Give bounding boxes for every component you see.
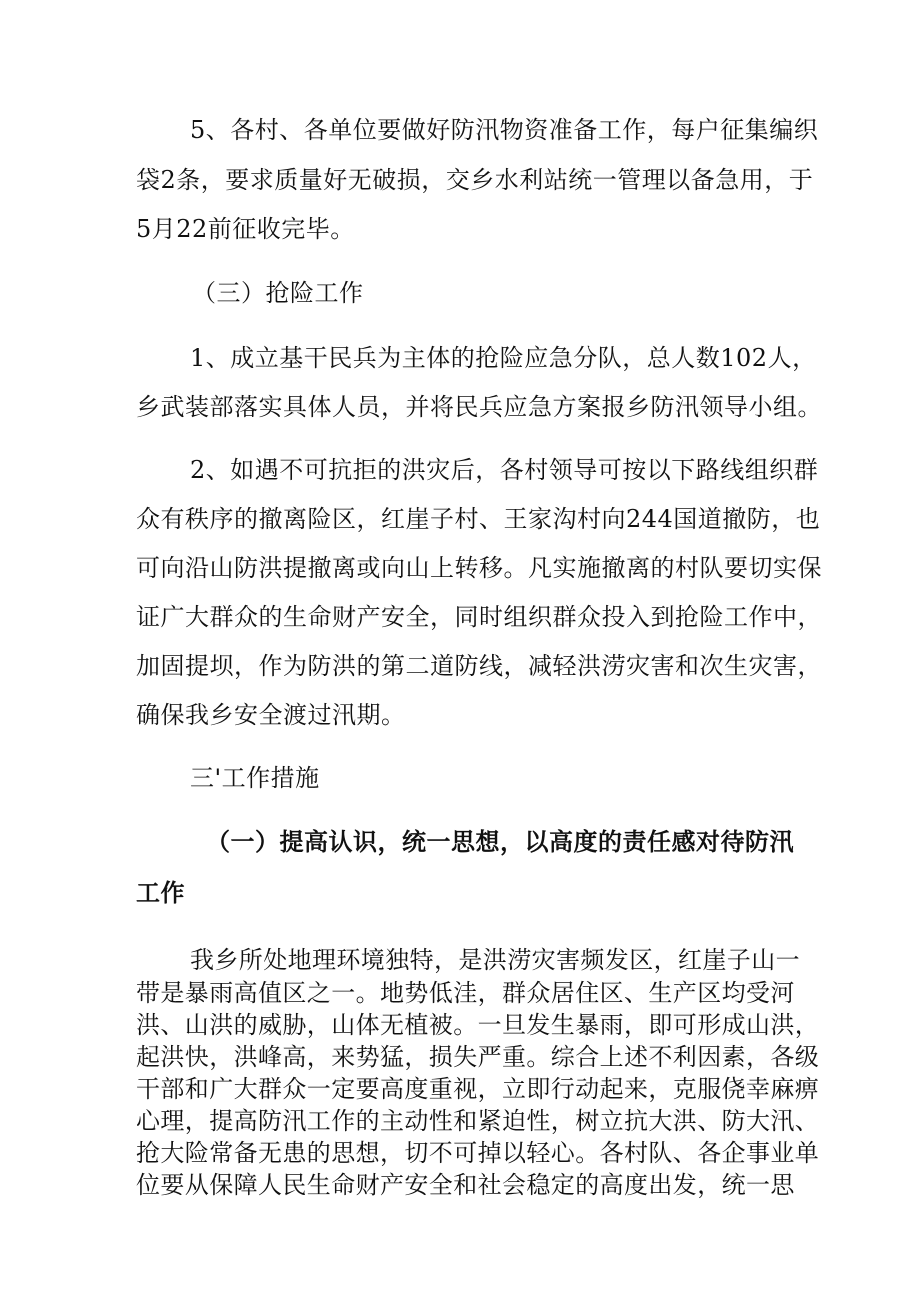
section-heading-rescue-work: （三）抢险工作 <box>192 279 364 307</box>
geography-paragraph-line-1: 我乡所处地理环境独特，是洪涝灾害频发区，红崖子山一 <box>190 946 800 974</box>
geography-paragraph-line-5: 干部和广大群众一定要高度重视，立即行动起来，克服侥幸麻痹 <box>136 1075 820 1103</box>
section-heading-work-measures: 三'工作措施 <box>190 764 320 792</box>
geography-paragraph-line-4: 起洪快，洪峰高，来势猛，损失严重。综合上述不利因素，各级 <box>136 1043 820 1071</box>
geography-paragraph-line-6: 心理，提高防汛工作的主动性和紧迫性，树立抗大洪、防大汛、 <box>136 1107 820 1135</box>
subsection-heading-line-1: （一）提高认识，统一思想，以高度的责任感对待防汛 <box>206 828 794 856</box>
paragraph-2-line-1: 2、如遇不可抗拒的洪灾后，各村领导可按以下路线组织群 <box>190 456 819 484</box>
paragraph-2-line-2: 众有秩序的撤离险区，红崖子村、王家沟村向244国道撤防，也 <box>136 505 821 533</box>
geography-paragraph-line-3: 洪、山洪的威胁，山体无植被。一旦发生暴雨，即可形成山洪， <box>136 1011 820 1039</box>
paragraph-2-line-4: 证广大群众的生命财产安全，同时组织群众投入到抢险工作中， <box>136 603 822 631</box>
paragraph-2-line-6: 确保我乡安全渡过汛期。 <box>136 701 406 729</box>
paragraph-1-line-2: 乡武装部落实具体人员，并将民兵应急方案报乡防汛领导小组。 <box>136 393 822 421</box>
paragraph-2-line-3: 可向沿山防洪提撤离或向山上转移。凡实施撤离的村队要切实保 <box>136 554 822 582</box>
geography-paragraph-line-2: 带是暴雨高值区之一。地势低洼，群众居住区、生产区均受河 <box>136 979 795 1007</box>
geography-paragraph-line-7: 抢大险常备无患的思想，切不可掉以轻心。各村队、各企事业单 <box>136 1139 820 1167</box>
paragraph-5-line-2: 袋2条，要求质量好无破损，交乡水利站统一管理以备急用，于 <box>136 166 814 194</box>
subsection-heading-line-2: 工作 <box>136 879 185 907</box>
paragraph-5-line-3: 5月22前征收完毕。 <box>136 215 355 243</box>
paragraph-1-line-1: 1、成立基干民兵为主体的抢险应急分队，总人数102人， <box>190 344 817 372</box>
paragraph-2-line-5: 加固提坝，作为防洪的第二道防线，减轻洪涝灾害和次生灾害， <box>136 652 822 680</box>
geography-paragraph-line-8: 位要从保障人民生命财产安全和社会稳定的高度出发，统一思 <box>136 1171 795 1199</box>
paragraph-5-line-1: 5、各村、各单位要做好防汛物资准备工作，每户征集编织 <box>190 116 819 144</box>
